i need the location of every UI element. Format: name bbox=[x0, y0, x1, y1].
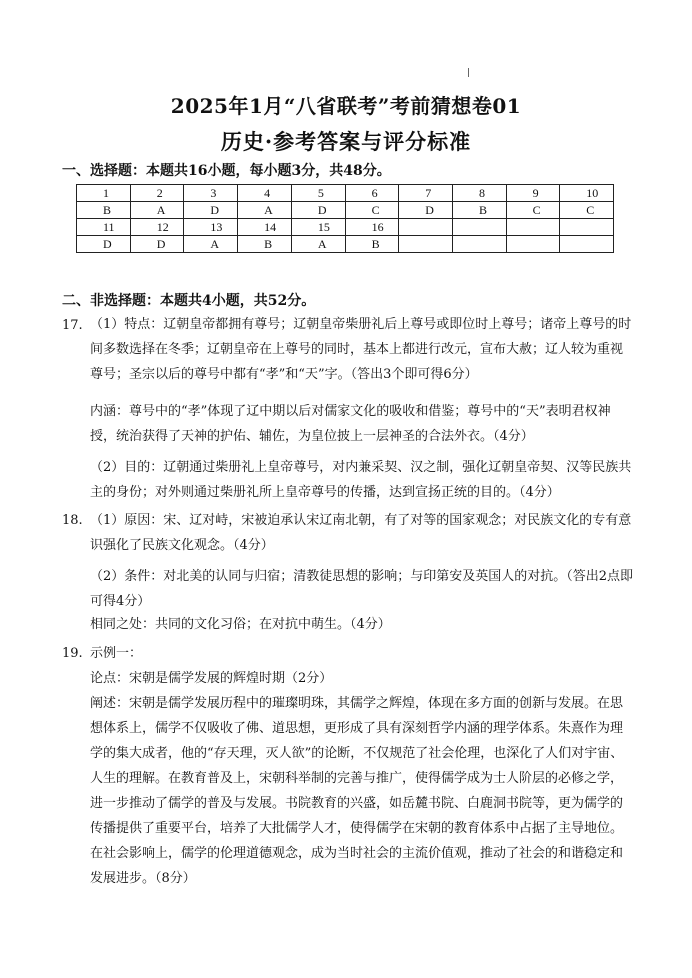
table-cell bbox=[399, 236, 453, 253]
table-cell: 11 bbox=[77, 219, 131, 236]
table-cell bbox=[560, 219, 614, 236]
table-cell: B bbox=[77, 202, 131, 219]
question-number-17: 17. bbox=[62, 318, 83, 333]
question-number-18: 18. bbox=[62, 513, 83, 528]
page-tick-mark bbox=[468, 68, 469, 77]
q17-connotation: 内涵：尊号中的“孝”体现了辽中期以后对儒家文化的吸收和借鉴；尊号中的“天”表明君权神授，统治获得了天神的护佑、辅佐，为皇位披上一层神圣的合法外衣。（4分） bbox=[90, 404, 611, 444]
table-row bbox=[77, 219, 614, 236]
q19-example-label: 示例一： bbox=[90, 646, 143, 661]
q18-part1: （1）原因：宋、辽对峙，宋被迫承认宋辽南北朝，有了对等的国家观念；对民族文化的专有意识强化了民族文化观念。（4分） bbox=[90, 513, 632, 553]
answer-table bbox=[76, 184, 614, 253]
table-cell: 7 bbox=[399, 185, 453, 202]
table-cell: 10 bbox=[560, 185, 614, 202]
q18-similarity: 相同之处：共同的文化习俗；在对抗中萌生。（4分） bbox=[90, 617, 391, 632]
table-cell: D bbox=[184, 202, 238, 219]
table-cell: D bbox=[77, 236, 131, 253]
q17-part2: （2）目的：辽朝通过柴册礼上皇帝尊号，对内兼采契、汉之制，强化辽朝皇帝契、汉等民族共主的身份；对外则通过柴册礼所上皇帝尊号的传播，达到宣扬正统的目的。（4分） bbox=[90, 460, 632, 500]
q19-thesis: 论点：宋朝是儒学发展的辉煌时期（2分） bbox=[90, 671, 333, 686]
table-cell: 8 bbox=[452, 185, 506, 202]
table-cell: 3 bbox=[184, 185, 238, 202]
table-cell bbox=[452, 219, 506, 236]
table-cell: 4 bbox=[238, 185, 292, 202]
table-cell: 1 bbox=[77, 185, 131, 202]
table-cell bbox=[399, 219, 453, 236]
table-cell: A bbox=[184, 236, 238, 253]
table-cell: D bbox=[130, 236, 184, 253]
table-cell: A bbox=[291, 236, 345, 253]
table-cell: 2 bbox=[130, 185, 184, 202]
table-cell: B bbox=[238, 236, 292, 253]
section-heading-choice: 一、选择题：本题共16小题，每小题3分，共48分。 bbox=[62, 163, 391, 179]
page-title: 2025年1月“八省联考”考前猜想卷01 bbox=[170, 94, 522, 118]
page-subtitle: 历史·参考答案与评分标准 bbox=[220, 129, 472, 154]
table-row bbox=[77, 185, 614, 202]
table-cell: A bbox=[130, 202, 184, 219]
table-cell bbox=[560, 236, 614, 253]
table-cell: D bbox=[291, 202, 345, 219]
table-cell: B bbox=[345, 236, 399, 253]
table-cell: 16 bbox=[345, 219, 399, 236]
question-number-19: 19. bbox=[62, 646, 83, 661]
table-cell: 13 bbox=[184, 219, 238, 236]
table-cell: 5 bbox=[291, 185, 345, 202]
q18-part2: （2）条件：对北美的认同与归宿；清教徒思想的影响；与印第安及英国人的对抗。（答出2点即可得4分） bbox=[90, 569, 634, 609]
table-cell: B bbox=[452, 202, 506, 219]
table-row bbox=[77, 236, 614, 253]
table-cell: D bbox=[399, 202, 453, 219]
table-row bbox=[77, 202, 614, 219]
table-cell: A bbox=[238, 202, 292, 219]
q17-part1: （1）特点：辽朝皇帝都拥有尊号；辽朝皇帝柴册礼后上尊号或即位时上尊号；诸帝上尊号的时间多数选择在冬季；辽朝皇帝在上尊号的同时，基本上都进行改元，宣布大赦；辽人较为重视尊号；圣宗以后的尊号中都有“孝”和“天”字。（答出3个即可得6分） bbox=[90, 317, 632, 382]
table-cell: 14 bbox=[238, 219, 292, 236]
table-cell bbox=[506, 219, 560, 236]
q19-elaboration: 阐述：宋朝是儒学发展历程中的璀璨明珠，其儒学之辉煌，体现在多方面的创新与发展。在思想体系上，儒学不仅吸收了佛、道思想，更形成了具有深刻哲学内涵的理学体系。朱熹作为理学的集大成者，他的“存天理，灭人欲”的论断，不仅规范了社会伦理，也深化了人们对宇宙、人生的理解。在教育普及上，宋朝科举制的完善与推广，使得儒学成为士人阶层的必修之学，进一步推动了儒学的普及与发展。书院教育的兴盛，如岳麓书院、白鹿洞书院等，更为儒学的传播提供了重要平台，培养了大批儒学人才，使得儒学在宋朝的教育体系中占据了主导地位。在社会影响上，儒学的伦理道德观念，成为当时社会的主流价值观，推动了社会的和谐稳定和发展进步。（8分） bbox=[90, 696, 624, 886]
table-cell: 9 bbox=[506, 185, 560, 202]
table-cell: C bbox=[345, 202, 399, 219]
table-cell: 6 bbox=[345, 185, 399, 202]
table-cell: 15 bbox=[291, 219, 345, 236]
table-cell: C bbox=[506, 202, 560, 219]
table-cell: C bbox=[560, 202, 614, 219]
table-cell: 12 bbox=[130, 219, 184, 236]
table-cell bbox=[452, 236, 506, 253]
table-cell bbox=[506, 236, 560, 253]
section-heading-nonchoice: 二、非选择题：本题共4小题，共52分。 bbox=[62, 293, 316, 309]
